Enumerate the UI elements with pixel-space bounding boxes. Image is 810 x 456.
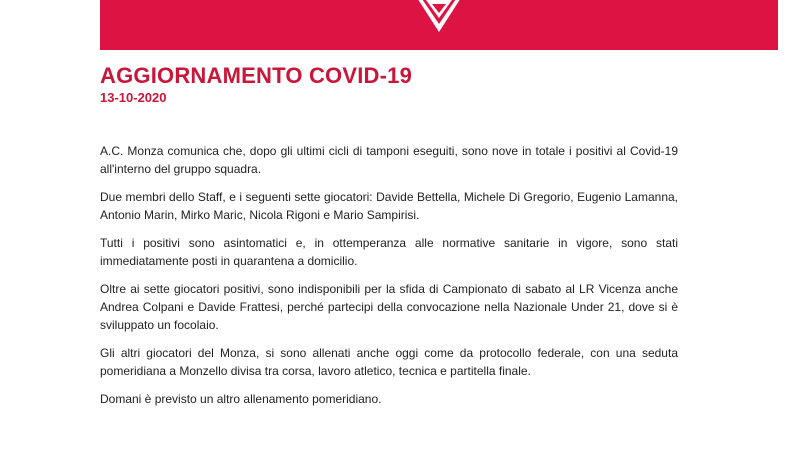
header-banner [100, 0, 778, 50]
article [100, 62, 678, 418]
right-margin [778, 0, 810, 456]
paragraph: Domani è previsto un altro allenamento pomeridiano. [100, 392, 382, 406]
paragraph: A.C. Monza comunica che, dopo gli ultimi cicli di tamponi eseguiti, sono nove in totale i positivi al Covid-19 all'interno del gruppo squadra. [100, 144, 678, 176]
page-title: AGGIORNAMENTO COVID-19 [100, 63, 413, 88]
monza-crest-icon [404, 0, 474, 40]
article-body [100, 142, 678, 408]
article-date: 13-10-2020 [100, 90, 167, 105]
paragraph: Oltre ai sette giocatori positivi, sono indisponibili per la sfida di Campionato di sabato al LR Vicenza anche Andrea Colpani e Davide Frattesi, perché partecipi della convocazione nella Nazionale Under 21, dove si è sviluppato un focolaio. [100, 282, 678, 332]
paragraph: Due membri dello Staff, e i seguenti sette giocatori: Davide Bettella, Michele Di Gregorio, Eugenio Lamanna, Antonio Marin, Mirko Maric, Nicola Rigoni e Mario Sampirisi. [100, 190, 678, 222]
paragraph: Tutti i positivi sono asintomatici e, in ottemperanza alle normative sanitarie in vigore, sono stati immediatamente posti in quarantena a domicilio. [100, 236, 678, 268]
paragraph: Gli altri giocatori del Monza, si sono allenati anche oggi come da protocollo federale, con una seduta pomeridiana a Monzello divisa tra corsa, lavoro atletico, tecnica e partitella finale. [100, 346, 678, 378]
